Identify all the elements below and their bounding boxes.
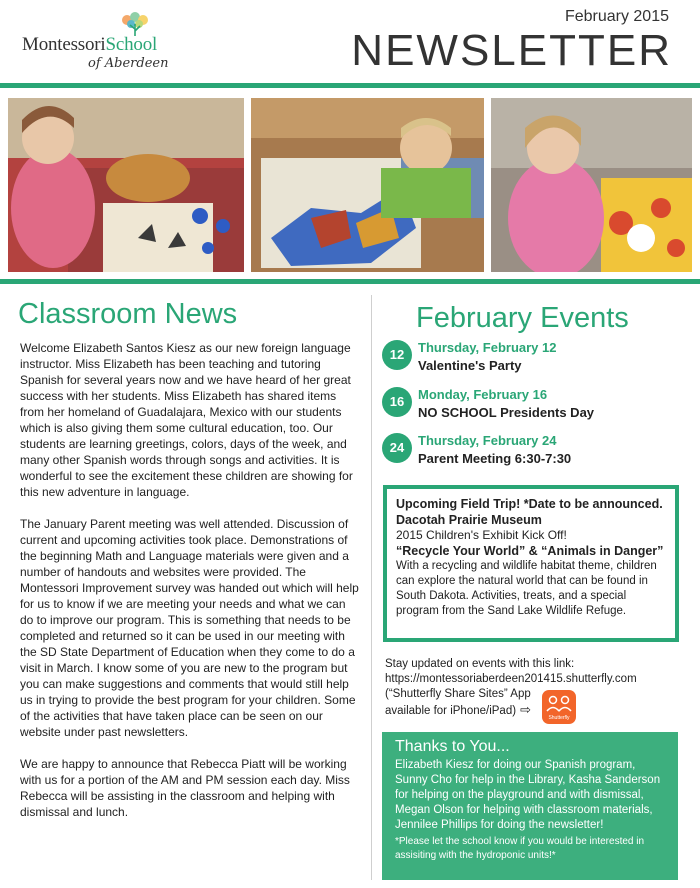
app-availability: available for iPhone/iPad) ⇨ (385, 702, 531, 717)
photos-divider (0, 279, 700, 284)
thanks-body: Elizabeth Kiesz for doing our Spanish program, Sunny Cho for help in the Library, Kasha Sanderson for helping on the playground and with dismissal, Megan Olson for helping with classroom materials, Jennilee Phillips for doing the newsletter! (395, 759, 661, 831)
event-date: Monday, February 16 (418, 387, 548, 402)
logo-name: MontessoriSchool (22, 34, 158, 55)
classroom-news-title: Classroom News (18, 298, 238, 330)
arrow-right-icon: ⇨ (520, 702, 531, 717)
classroom-news-body (20, 340, 360, 836)
event-name: Valentine's Party (418, 358, 522, 373)
photo-child-geometry (8, 98, 244, 272)
thanks-note: *Please let the school know if you would be interested in assisiting with the hydroponic units!* (395, 836, 645, 861)
stay-updated-intro: Stay updated on events with this link: (385, 658, 575, 670)
logo-subtitle: of Aberdeen (88, 56, 169, 71)
news-paragraph: Welcome Elizabeth Santos Kiesz as our new foreign language instructor. Miss Elizabeth has been teaching and tutoring Spanish for several years now and we have heard of her great success with her students. Miss Elizabeth has shared items from her homeland of Guadalajara, Mexico with our students which is also giving them some cultural education, too. Our students are learning greetings, colors, days of the week, and many other Spanish words through songs and activities. It is wonderful to see the excitement these children are showing for this new adventure in language. (20, 341, 353, 499)
thanks-title: Thanks to You... (395, 738, 510, 755)
field-trip-description: With a recycling and wildlife habitat theme, children can explore the natural world that can be found in South Dakota. Activities, treats, and a special program from the Sand Lake Wildlife Refuge. (396, 560, 657, 617)
news-paragraph: We are happy to announce that Rebecca Piatt will be working with us for a portion of the AM and PM session each day. Miss Rebecca will be assisting in the classroom and helping with dismissal and lunch. (20, 757, 350, 819)
school-logo (22, 12, 212, 74)
field-trip-box (383, 485, 679, 642)
field-trip-museum: Dacotah Prairie Museum (396, 513, 542, 527)
event-day-badge: 16 (382, 387, 412, 417)
app-note: (“Shutterfly Share Sites” App (385, 688, 531, 700)
field-trip-kickoff: 2015 Children's Exhibit Kick Off! (396, 528, 567, 542)
column-divider (371, 295, 372, 880)
field-trip-title: Upcoming Field Trip! *Date to be announced. (396, 497, 663, 511)
event-day-badge: 24 (382, 433, 412, 463)
photo-child-map (251, 98, 484, 272)
event-day-badge: 12 (382, 340, 412, 370)
event-date: Thursday, February 12 (418, 340, 557, 355)
event-name: Parent Meeting 6:30-7:30 (418, 451, 572, 466)
shutterfly-link[interactable]: https://montessoriaberdeen201415.shutterfly.com (385, 673, 637, 685)
event-date: Thursday, February 24 (418, 433, 557, 448)
app-label: Shutterfly (548, 715, 570, 721)
events-title: February Events (416, 302, 629, 334)
newsletter-title: NEWSLETTER (351, 26, 672, 75)
event-name: NO SCHOOL Presidents Day (418, 405, 595, 420)
header-divider (0, 83, 700, 88)
issue-date: February 2015 (564, 8, 669, 25)
news-paragraph: The January Parent meeting was well attended. Discussion of current and upcoming activities took place. Demonstrations of the beginning Math and Language materials were given and a number of handouts and websites were provided. The Montessori Improvement survey was handed out which will help for us to know if we are meeting your needs and what we can do to improve our program. This is something that needs to be completed and returned so it can be used in our meeting with the SD State Department of Education when they come to do a visit in March. I know some of you are new to the program but you can make suggestions and comments that would still help us in trying to provide the best program for your children. Some of the activities that have taken place can be seen on our website under past newsletters. (20, 517, 359, 739)
event-item (382, 340, 682, 376)
photo-child-strawberries (491, 98, 692, 272)
shutterfly-app-icon[interactable] (542, 690, 576, 724)
stay-updated (385, 657, 685, 719)
thanks-box (382, 732, 678, 880)
event-item (382, 433, 682, 469)
field-trip-theme: “Recycle Your World” & “Animals in Danger” (396, 544, 664, 558)
event-item (382, 387, 682, 423)
people-icon (542, 690, 576, 714)
